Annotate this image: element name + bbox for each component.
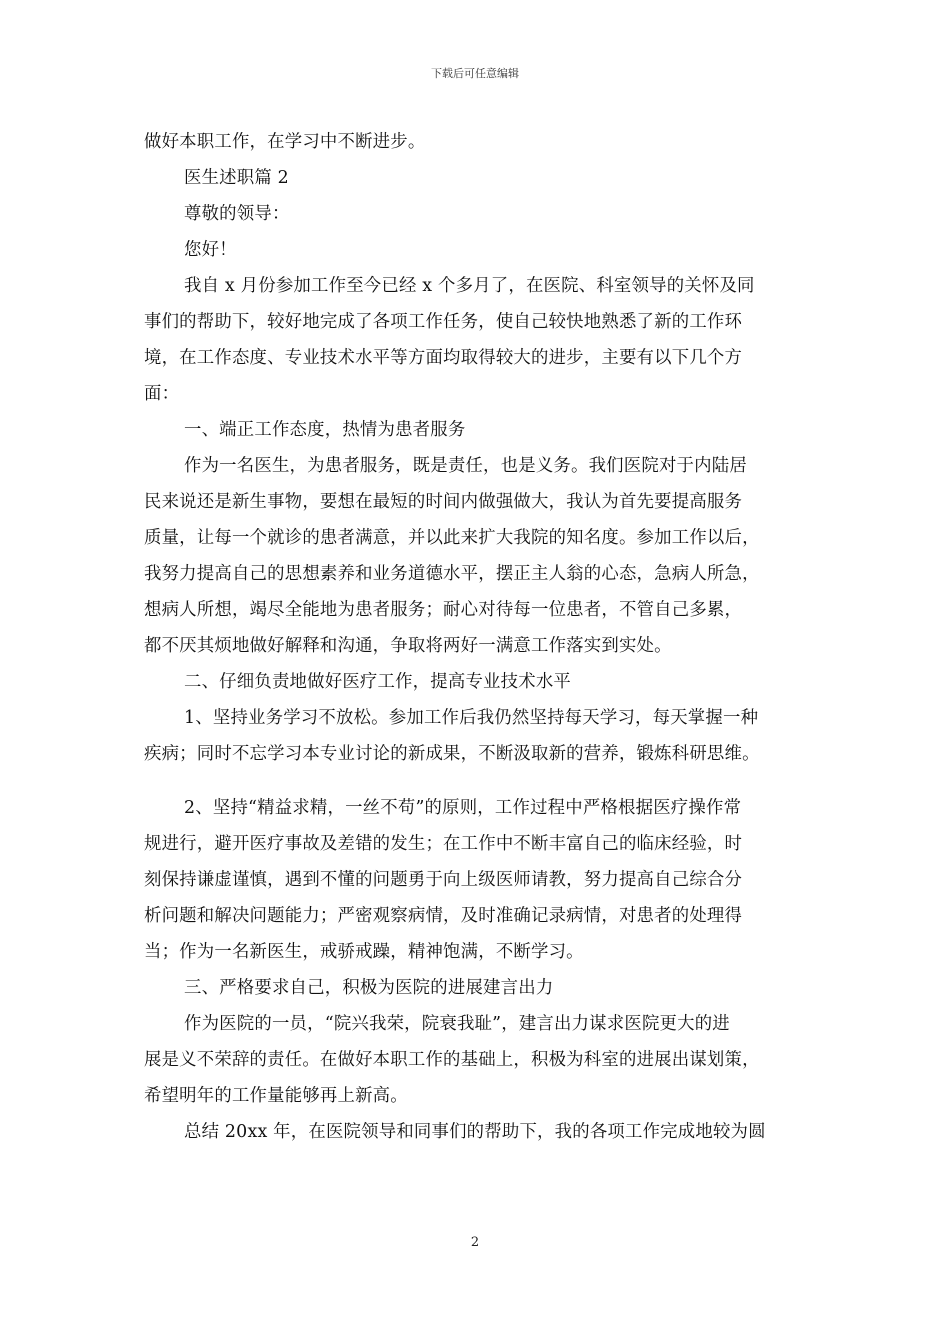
text-line: 规进行，避开医疗事故及差错的发生；在工作中不断丰富自己的临床经验，时 bbox=[144, 834, 743, 854]
text-line: 我自 x 月份参加工作至今已经 x 个多月了，在医院、科室领导的关怀及同 bbox=[184, 276, 755, 296]
text-line: 总结 20xx 年，在医院领导和同事们的帮助下，我的各项工作完成地较为圆 bbox=[184, 1122, 766, 1142]
text-line: 民来说还是新生事物，要想在最短的时间内做强做大，我认为首先要提高服务 bbox=[144, 492, 743, 512]
text-line: 析问题和解决问题能力；严密观察病情，及时准确记录病情，对患者的处理得 bbox=[144, 906, 743, 926]
text-line: 做好本职工作，在学习中不断进步。 bbox=[144, 132, 426, 152]
heading-three: 三、严格要求自己，积极为医院的进展建言出力 bbox=[184, 978, 554, 998]
text-line: 展是义不荣辞的责任。在做好本职工作的基础上，积极为科室的进展出谋划策， bbox=[144, 1050, 760, 1070]
text-line: 都不厌其烦地做好解释和沟通，争取将两好一满意工作落实到实处。 bbox=[144, 636, 672, 656]
page-number: 2 bbox=[470, 1235, 480, 1250]
text-line: 刻保持谦虚谨慎，遇到不懂的问题勇于向上级医师请教，努力提高自己综合分 bbox=[144, 870, 743, 890]
page-header: 下载后可任意编辑 bbox=[431, 67, 519, 80]
text-line: 我努力提高自己的思想素养和业务道德水平，摆正主人翁的心态，急病人所急， bbox=[144, 564, 760, 584]
text-line: 2、坚持“精益求精，一丝不苟”的原则，工作过程中严格根据医疗操作常 bbox=[184, 798, 742, 818]
text-line: 希望明年的工作量能够再上新高。 bbox=[144, 1086, 408, 1106]
paragraph-gap bbox=[144, 772, 808, 790]
text-line: 当；作为一名新医生，戒骄戒躁，精神饱满，不断学习。 bbox=[144, 942, 584, 962]
text-line: 面： bbox=[144, 384, 180, 404]
text-line: 疾病；同时不忘学习本专业讨论的新成果，不断汲取新的营养，锻炼科研思维。 bbox=[144, 744, 760, 764]
text-line: 想病人所想，竭尽全能地为患者服务；耐心对待每一位患者，不管自己多累， bbox=[144, 600, 743, 620]
salutation: 尊敬的领导： bbox=[184, 204, 290, 224]
text-line: 1、坚持业务学习不放松。参加工作后我仍然坚持每天学习，每天掌握一种 bbox=[184, 708, 759, 728]
heading-two: 二、仔细负责地做好医疗工作，提高专业技术水平 bbox=[184, 672, 571, 692]
section-title: 医生述职篇 2 bbox=[184, 168, 289, 188]
greeting: 您好！ bbox=[184, 240, 237, 260]
text-line: 事们的帮助下，较好地完成了各项工作任务，使自己较快地熟悉了新的工作环 bbox=[144, 312, 743, 332]
document-body bbox=[144, 124, 808, 1150]
text-line: 作为医院的一员，“院兴我荣，院衰我耻”，建言出力谋求医院更大的进 bbox=[184, 1014, 730, 1034]
text-line: 境，在工作态度、专业技术水平等方面均取得较大的进步，主要有以下几个方 bbox=[144, 348, 743, 368]
heading-one: 一、端正工作态度，热情为患者服务 bbox=[184, 420, 466, 440]
text-line: 质量，让每一个就诊的患者满意，并以此来扩大我院的知名度。参加工作以后， bbox=[144, 528, 760, 548]
text-line: 作为一名医生，为患者服务，既是责任，也是义务。我们医院对于内陆居 bbox=[184, 456, 747, 476]
